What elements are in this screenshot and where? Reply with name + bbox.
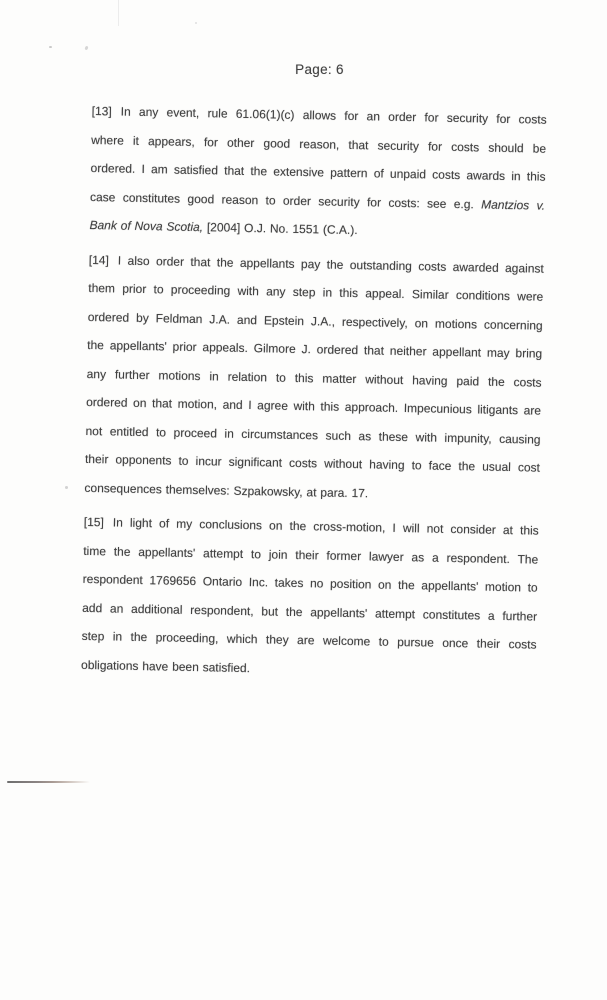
body-text: consequences themselves: Szpakowsky, at para. 17. xyxy=(84,480,369,500)
body-text: the appellants' prior appeals. Gilmore J. ordered that neither appellant may bring xyxy=(87,337,543,361)
body-text: not entitled to proceed in circumstances such as these with impunity, causing xyxy=(85,423,541,447)
scan-line-artifact xyxy=(118,0,119,26)
body-text: them prior to proceeding with any step in this appeal. Similar conditions were xyxy=(88,280,544,304)
scan-speckle xyxy=(195,22,197,24)
page-number-header: Page: 6 xyxy=(295,62,344,77)
body-text: [2004] O.J. No. 1551 (C.A.). xyxy=(202,220,358,238)
scan-speckle xyxy=(49,46,52,48)
body-text: ordered. I am satisfied that the extensive pattern of unpaid costs awards in this xyxy=(90,160,546,184)
citation-text: Bank of Nova Scotia, xyxy=(89,217,204,235)
body-text: where it appears, for other good reason, that security for costs should be xyxy=(91,132,547,156)
body-text: step in the proceeding, which they are welcome to pursue once their costs xyxy=(81,628,537,652)
body-text: case constitutes good reason to order security for costs: see e.g. xyxy=(89,189,482,211)
citation-text: Mantzios v. xyxy=(481,196,546,213)
body-text: obligations have been satisfied. xyxy=(80,657,251,675)
body-text: In light of my conclusions on the cross-motion, I will not consider at this xyxy=(112,515,539,538)
document-body xyxy=(81,97,547,694)
body-text: I also order that the appellants pay the outstanding costs awarded against xyxy=(117,253,544,276)
paragraph xyxy=(81,508,539,688)
paragraph-number: [15] xyxy=(83,514,104,530)
body-text: respondent 1769656 Ontario Inc. takes no position on the appellants' motion to xyxy=(82,571,538,595)
scan-speckle xyxy=(65,486,68,489)
body-text: time the appellants' attempt to join their former lawyer as a respondent. The xyxy=(83,543,539,567)
paragraph-number: [14] xyxy=(88,252,110,267)
body-text: their opponents to incur significant costs without having to face the usual cost xyxy=(84,451,541,475)
body-text: any further motions in relation to this matter without having paid the costs xyxy=(86,366,542,390)
body-text: ordered on that motion, and I agree with this approach. Impecunious litigants are xyxy=(86,394,542,418)
paragraph xyxy=(84,245,544,510)
scan-smudge-line xyxy=(7,781,90,783)
body-text: add an additional respondent, but the appellants' attempt constitutes a further xyxy=(82,600,538,624)
paragraph xyxy=(89,97,547,248)
scan-speckle xyxy=(84,46,88,51)
paragraph-number: [13] xyxy=(91,103,112,119)
body-text: ordered by Feldman J.A. and Epstein J.A., respectively, on motions concerning xyxy=(87,309,543,333)
body-text: In any event, rule 61.06(1)(c) allows for an order for security for costs xyxy=(120,104,547,127)
